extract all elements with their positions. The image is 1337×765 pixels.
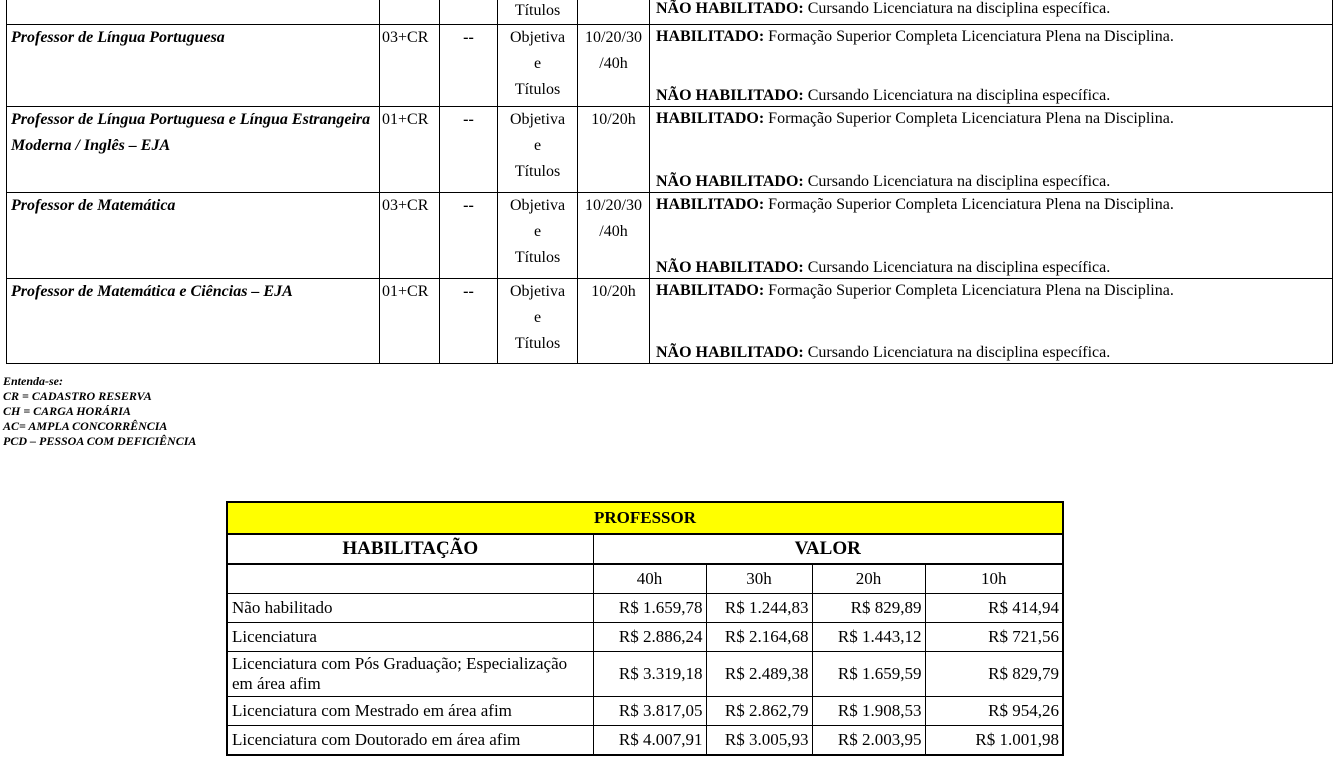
nao-habilitado-line [656, 343, 1110, 363]
cargo-name [7, 0, 380, 25]
nao-habilitado-text: Cursando Licenciatura na disciplina específica. [807, 173, 1111, 190]
salary-table [226, 501, 1064, 756]
salary-value: R$ 2.886,24 [593, 623, 706, 652]
salary-table-body [227, 594, 1063, 756]
cargo-vagas: 01+CR [380, 279, 440, 364]
salary-title-row [227, 502, 1063, 534]
ch-line: 10/20/30 [585, 29, 642, 46]
salary-value: R$ 3.319,18 [593, 652, 706, 697]
salary-head-row [227, 534, 1063, 564]
habilitado-text: Formação Superior Completa Licenciatura Plena na Disciplina. [768, 110, 1174, 127]
salary-value: R$ 829,89 [812, 594, 925, 623]
cargo-row [7, 193, 1333, 279]
cargo-carga-horaria [578, 0, 650, 25]
habilitado-label: HABILITADO: [656, 196, 765, 213]
prova-line: Objetiva [509, 29, 566, 46]
salary-value: R$ 2.003,95 [812, 726, 925, 756]
habilitacao-label: Não habilitado [227, 594, 593, 623]
salary-row [227, 652, 1063, 697]
ch-line: /40h [599, 55, 628, 72]
nao-habilitado-text: Cursando Licenciatura na disciplina específica. [807, 344, 1111, 361]
cargo-pcd: -- [440, 193, 498, 279]
cargo-pcd: -- [440, 279, 498, 364]
cargo-vagas: 03+CR [380, 25, 440, 107]
cargo-carga-horaria [578, 25, 650, 107]
salary-value: R$ 2.862,79 [706, 697, 812, 726]
cargo-prova [498, 25, 578, 107]
salary-row [227, 594, 1063, 623]
cargo-vagas: 01+CR [380, 107, 440, 193]
nao-habilitado-label: NÃO HABILITADO: [656, 259, 804, 276]
prova-line: Objetiva [509, 197, 566, 214]
salary-value: R$ 2.489,38 [706, 652, 812, 697]
column-header: 10h [925, 564, 1063, 594]
nao-habilitado-line [656, 258, 1110, 278]
prova-line: Títulos [514, 2, 561, 19]
cargo-vagas: 03+CR [380, 193, 440, 279]
cargos-table [6, 0, 1333, 364]
nao-habilitado-label: NÃO HABILITADO: [656, 0, 804, 17]
habilitado-label: HABILITADO: [656, 110, 765, 127]
legend-line: AC= AMPLA CONCORRÊNCIA [3, 419, 168, 433]
prova-line: e [533, 309, 542, 326]
legend-line: Entenda-se: [3, 374, 63, 388]
salary-value: R$ 1.244,83 [706, 594, 812, 623]
cargo-requisitos [650, 279, 1333, 364]
empty-header-cell [227, 564, 593, 594]
legend-line: CH = CARGA HORÁRIA [3, 404, 131, 418]
habilitacao-label: Licenciatura com Doutorado em área afim [227, 726, 593, 756]
cargo-pcd [440, 0, 498, 25]
cargo-prova [498, 107, 578, 193]
cargo-name: Professor de Língua Portuguesa [7, 25, 380, 107]
nao-habilitado-label: NÃO HABILITADO: [656, 173, 804, 190]
column-header: 30h [706, 564, 812, 594]
cargo-row [7, 25, 1333, 107]
prova-line: Objetiva [509, 283, 566, 300]
cargo-prova [498, 279, 578, 364]
cargo-pcd: -- [440, 107, 498, 193]
nao-habilitado-label: NÃO HABILITADO: [656, 87, 804, 104]
cargos-table-body [7, 0, 1333, 364]
habilitacao-label: Licenciatura com Mestrado em área afim [227, 697, 593, 726]
prova-line: e [533, 55, 542, 72]
habilitado-text: Formação Superior Completa Licenciatura Plena na Disciplina. [768, 28, 1174, 45]
salary-columns-row [227, 564, 1063, 594]
salary-value: R$ 4.007,91 [593, 726, 706, 756]
cargo-row [7, 279, 1333, 364]
prova-line: e [533, 137, 542, 154]
salary-row [227, 697, 1063, 726]
legend [3, 374, 196, 449]
salary-value: R$ 1.443,12 [812, 623, 925, 652]
cargo-row [7, 0, 1333, 25]
salary-value: R$ 954,26 [925, 697, 1063, 726]
cargo-requisitos [650, 25, 1333, 107]
habilitado-line [656, 193, 1326, 215]
nao-habilitado-line [656, 86, 1110, 106]
ch-line: 10/20/30 [585, 197, 642, 214]
salary-value: R$ 829,79 [925, 652, 1063, 697]
ch-line: 10/20h [591, 111, 636, 128]
salary-value: R$ 2.164,68 [706, 623, 812, 652]
habilitado-text: Formação Superior Completa Licenciatura Plena na Disciplina. [768, 196, 1174, 213]
column-header: 40h [593, 564, 706, 594]
nao-habilitado-text: Cursando Licenciatura na disciplina específica. [807, 87, 1111, 104]
nao-habilitado-line [656, 0, 1110, 19]
salary-value: R$ 1.001,98 [925, 726, 1063, 756]
cargo-row [7, 107, 1333, 193]
habilitacao-label: Licenciatura com Pós Graduação; Especialização em área afim [227, 652, 593, 697]
cargo-name: Professor de Língua Portuguesa e Língua Estrangeira Moderna / Inglês – EJA [7, 107, 380, 193]
prova-line: Objetiva [509, 111, 566, 128]
cargo-requisitos [650, 107, 1333, 193]
cargo-carga-horaria [578, 193, 650, 279]
cargo-name: Professor de Matemática [7, 193, 380, 279]
cargo-carga-horaria [578, 107, 650, 193]
cargo-requisitos [650, 193, 1333, 279]
cargo-vagas [380, 0, 440, 25]
salary-value: R$ 1.659,59 [812, 652, 925, 697]
column-header: 20h [812, 564, 925, 594]
cargo-prova [498, 193, 578, 279]
cargo-pcd: -- [440, 25, 498, 107]
salary-row [227, 726, 1063, 756]
ch-line: /40h [599, 223, 628, 240]
habilitado-line [656, 107, 1326, 129]
prova-line: Títulos [514, 335, 561, 352]
cargo-prova [498, 0, 578, 25]
habilitado-line [656, 25, 1326, 47]
habilitado-label: HABILITADO: [656, 282, 765, 299]
ch-line: 10/20h [591, 283, 636, 300]
salary-value: R$ 721,56 [925, 623, 1063, 652]
legend-line: CR = CADASTRO RESERVA [3, 389, 152, 403]
habilitado-text: Formação Superior Completa Licenciatura Plena na Disciplina. [768, 282, 1174, 299]
salary-value: R$ 3.005,93 [706, 726, 812, 756]
nao-habilitado-label: NÃO HABILITADO: [656, 344, 804, 361]
nao-habilitado-text: Cursando Licenciatura na disciplina específica. [807, 0, 1111, 17]
salary-value: R$ 1.908,53 [812, 697, 925, 726]
valor-header: VALOR [593, 534, 1063, 564]
habilitado-line [656, 279, 1326, 301]
nao-habilitado-line [656, 172, 1110, 192]
salary-value: R$ 3.817,05 [593, 697, 706, 726]
cargo-name: Professor de Matemática e Ciências – EJA [7, 279, 380, 364]
habilitacao-label: Licenciatura [227, 623, 593, 652]
prova-line: e [533, 223, 542, 240]
nao-habilitado-text: Cursando Licenciatura na disciplina específica. [807, 259, 1111, 276]
cargo-carga-horaria [578, 279, 650, 364]
prova-line: Títulos [514, 163, 561, 180]
salary-value: R$ 1.659,78 [593, 594, 706, 623]
salary-row [227, 623, 1063, 652]
prova-line: Títulos [514, 81, 561, 98]
habilitado-label: HABILITADO: [656, 28, 765, 45]
legend-line: PCD – PESSOA COM DEFICIÊNCIA [3, 434, 197, 448]
cargo-requisitos [650, 0, 1333, 25]
salary-title: PROFESSOR [227, 502, 1063, 534]
prova-line: Títulos [514, 249, 561, 266]
salary-value: R$ 414,94 [925, 594, 1063, 623]
habilitacao-header: HABILITAÇÃO [227, 534, 593, 564]
